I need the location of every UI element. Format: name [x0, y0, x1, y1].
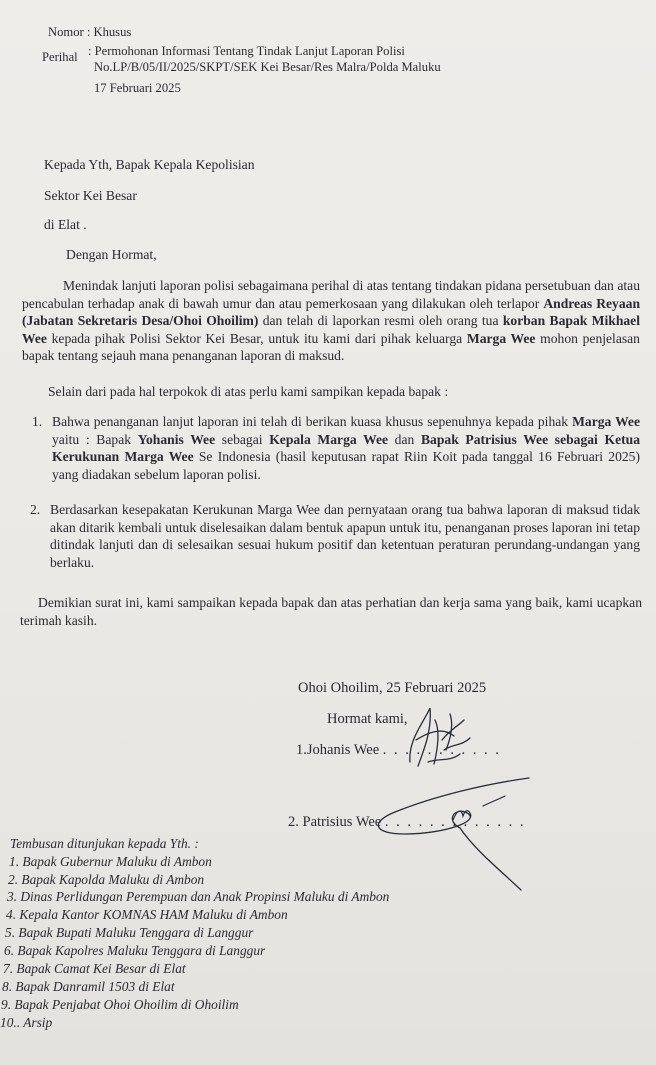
regards: Hormat kami, — [327, 711, 408, 727]
signer-1-name: 1.Johanis Wee — [296, 742, 380, 758]
cc-item-8: 8. Bapak Danramil 1503 di Elat — [2, 979, 175, 994]
nomor-label: Nomor — [48, 25, 84, 39]
perihal-line-1: : Permohonan Informasi Tentang Tindak Lanjut Laporan Polisi — [88, 44, 405, 58]
cc-title: Tembusan ditunjukan kepada Yth. : — [10, 836, 199, 851]
signer-1-dots: . . . . . . . . . . . — [382, 742, 501, 758]
signature-2-icon — [365, 770, 535, 895]
paragraph-main: Menindak lanjuti laporan polisi sebagaimana perihal di atas tentang tindakan pidana persetubuan dan atau pencabulan terhadap anak di bawah umur dan atau pemerkosaan yang dilakukan oleh terlapor Andreas Reyaan (Jabatan Sekretaris Desa/Ohoi Ohoilim) dan telah di laporkan resmi oleh orang tua korban Bapak Mikhael Wee kepada pihak Polisi Sektor Kei Besar, untuk itu kami dari pihak keluarga Marga Wee mohon penjelasan bapak tentang sejauh mana penanganan laporan di maksud. — [22, 278, 640, 363]
cc-item-9: 9. Bapak Penjabat Ohoi Ohoilim di Ohoilim — [1, 997, 239, 1012]
list-item-2: Berdasarkan kesepakatan Kerukunan Marga Wee dan pernyataan orang tua bahwa laporan di maksud tidak akan ditarik kembali untuk diselesaikan dalam bentuk apapun untuk itu, penanganan proses laporan ini tetap ditindak lanjuti dan di selesaikan sesuai hukum positif dan ketentuan peraturan perundang-undangan yang berlaku. — [50, 502, 640, 570]
perihal-line-3: 17 Februari 2025 — [94, 81, 181, 95]
address-line-2: Sektor Kei Besar — [44, 188, 137, 203]
list-item-1-number: 1. — [32, 414, 43, 429]
signer-2-dots: . . . . . . . . . . . . . — [384, 814, 526, 830]
cc-item-3: 3. Dinas Perlidungan Perempuan dan Anak Propinsi Maluku di Ambon — [7, 889, 390, 904]
nomor-line — [48, 25, 131, 39]
signature-1-icon — [380, 700, 490, 780]
perihal-label: Perihal — [42, 50, 78, 64]
cc-item-10: 10.. Arsip — [0, 1015, 53, 1030]
perihal-line-2: No.LP/B/05/II/2025/SKPT/SEK Kei Besar/Res Malra/Polda Maluku — [94, 60, 441, 74]
cc-item-5: 5. Bapak Bupati Maluku Tenggara di Langgur — [5, 925, 254, 940]
cc-item-4: 4. Kepala Kantor KOMNAS HAM Maluku di Ambon — [6, 907, 288, 922]
cc-item-7: 7. Bapak Camat Kei Besar di Elat — [3, 961, 186, 976]
place-date: Ohoi Ohoilim, 25 Februari 2025 — [298, 680, 487, 696]
signer-2-name: 2. Patrisius Wee — [288, 814, 382, 830]
cc-item-1: 1. Bapak Gubernur Maluku di Ambon — [9, 854, 212, 869]
list-item-1: Bahwa penanganan lanjut laporan ini telah di berikan kuasa khusus sepenuhnya kepada pihak Marga Wee yaitu : Bapak Yohanis Wee sebagai Kepala Marga Wee dan Bapak Patrisius Wee sebagai Ketua Kerukunan Marga Wee Se Indonesia (hasil keputusan rapat Riin Koit pada tanggal 16 Februari 2025) yang diadakan sebelum laporan polisi. — [52, 414, 640, 482]
address-line-1: Kepada Yth, Bapak Kepala Kepolisian — [44, 157, 255, 172]
cc-item-6: 6. Bapak Kapolres Maluku Tenggara di Langgur — [4, 943, 266, 958]
cc-item-2: 2. Bapak Kapolda Maluku di Ambon — [8, 872, 205, 887]
address-line-3: di Elat . — [44, 217, 87, 232]
nomor-value: : Khusus — [86, 25, 132, 39]
greeting: Dengan Hormat, — [66, 247, 157, 262]
list-item-2-number: 2. — [30, 502, 41, 517]
paragraph-intro-list: Selain dari pada hal terpokok di atas perlu kami sampikan kepada bapak : — [48, 384, 449, 399]
closing-paragraph: Demikian surat ini, kami sampaikan kepada bapak dan atas perhatian dan kerja sama yang baik, kami ucapkan terimah kasih. — [20, 595, 642, 628]
